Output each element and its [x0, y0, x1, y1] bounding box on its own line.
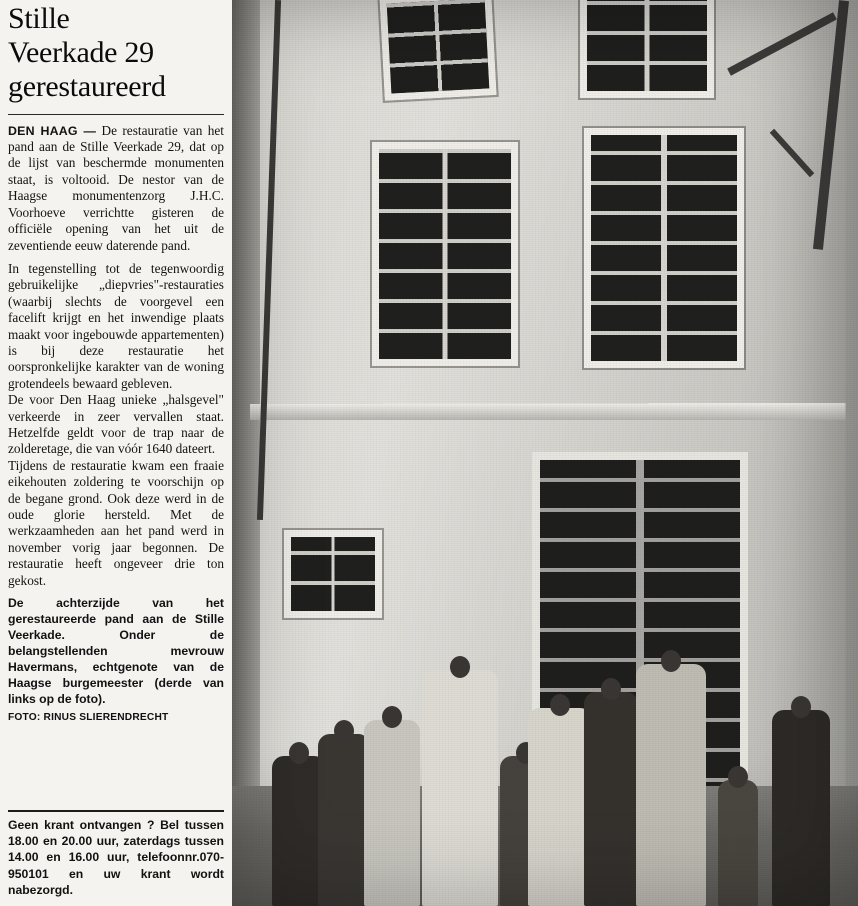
- footer-divider: [8, 810, 224, 812]
- window-panes: [591, 135, 737, 361]
- article-photo: [232, 0, 858, 906]
- paragraph-spacer: [8, 254, 224, 261]
- window-panes: [587, 0, 707, 91]
- person-head: [728, 766, 748, 788]
- person-silhouette: [772, 710, 830, 906]
- window-panes: [379, 149, 511, 359]
- facade-cornice: [250, 403, 846, 420]
- headline-divider: [8, 114, 224, 115]
- window-second-floor-right: [584, 128, 744, 368]
- person-silhouette: [636, 664, 706, 906]
- paragraph-1-text: De restauratie van het pand aan de Stille Veerkade 29, dat op de lijst van beschermde monumenten staat, is voltooid. De nestor van de Haagse monumentenzorg J.H.C. Voorhoeve verrichtte gisteren de officiële opening van het uit de zeventiende eeuw daterende pand.: [8, 122, 224, 253]
- photo-caption: De achterzijde van het gerestaureerde pand aan de Stille Veerkade. Onder de belangstellenden mevrouw Havermans, echtgenote van de Haagse burgemeester (derde van links op de foto).: [8, 596, 224, 706]
- person-head: [550, 694, 570, 716]
- person-head: [791, 696, 811, 718]
- window-second-floor-left: [372, 142, 518, 366]
- photo-credit: FOTO: RINUS SLIERENDRECHT: [8, 711, 169, 723]
- paragraph-1: [8, 123, 224, 254]
- headline-line-3: gerestaureerd: [8, 69, 166, 103]
- person-silhouette: [364, 720, 420, 906]
- person-silhouette: [584, 692, 638, 906]
- headline-line-2: Veerkade 29: [8, 35, 154, 69]
- person-head: [601, 678, 621, 700]
- dateline: DEN HAAG —: [8, 123, 97, 138]
- caption-spacer: [8, 589, 224, 596]
- person-head: [450, 656, 470, 678]
- window-attic-left: [379, 0, 496, 101]
- article-body: [8, 123, 224, 589]
- person-head: [334, 720, 354, 742]
- page-title: [8, 2, 224, 104]
- person-head: [382, 706, 402, 728]
- window-ground-left: [284, 530, 382, 618]
- delivery-notice-box: [8, 810, 224, 898]
- person-silhouette: [718, 780, 758, 906]
- window-panes: [291, 537, 375, 611]
- paragraph-2: In tegenstelling tot de tegenwoordig gebruikelijke „diepvries"-restauraties (waarbij slechts de voorgevel een facelift krijgt en het inwendige plaats maakt voor ingebouwde appartementen) is bij deze restauratie het oorspronkelijke karakter van de woning grotendeels bewaard gebleven.: [8, 260, 224, 391]
- article-column: [0, 0, 232, 906]
- person-head: [289, 742, 309, 764]
- paragraph-3: De voor Den Haag unieke „halsgevel" verkeerde in zeer vervallen staat. Hetzelfde geldt voor de trap naar de zolderetage, die van vóór 1640 dateert.: [8, 392, 224, 457]
- person-silhouette: [422, 670, 498, 906]
- person-head: [661, 650, 681, 672]
- person-silhouette: [528, 708, 592, 906]
- window-attic-right: [580, 0, 714, 98]
- paragraph-4: Tijdens de restauratie kwam een fraaie eikehouten zoldering te voorschijn op de begane grond. Ook deze werd in de oude glorie hersteld. Met de werkzaamheden aan het pand werd in november vorig jaar begonnen. De restauratie heeft ongeveer drie ton gekost.: [8, 457, 224, 588]
- window-panes: [387, 0, 490, 94]
- delivery-notice-text: Geen krant ontvangen ? Bel tussen 18.00 en 20.00 uur, zaterdags tussen 14.00 en 16.00 uur, telefoonnr.070-950101 en uw krant wordt nabezorgd.: [8, 817, 224, 897]
- headline-line-1: Stille: [8, 2, 70, 35]
- person-silhouette: [318, 734, 370, 906]
